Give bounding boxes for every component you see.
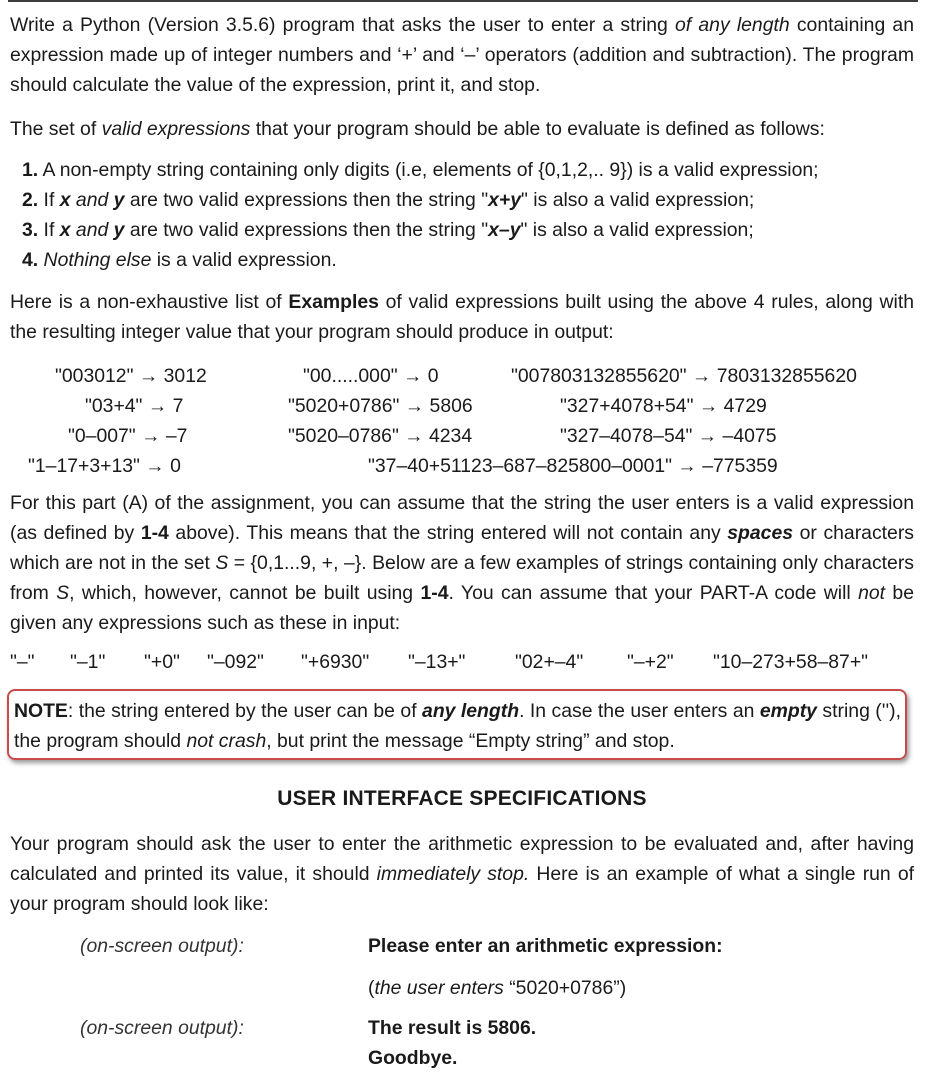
ui-spec-heading: USER INTERFACE SPECIFICATIONS bbox=[277, 787, 647, 810]
ui-description: Your program should ask the user to enter the arithmetic expression to be evaluated and, after having calculated and printed its value, it should immediately stop. Here is an example of what a single run of your program should look like: bbox=[10, 833, 914, 915]
example-item: "327+4078+54" → 4729 bbox=[560, 395, 767, 417]
note-box: NOTE: the string entered by the user can be of any length. In case the user enters an empty string (''), the program should not crash, but print the message “Empty string” and stop. bbox=[7, 689, 907, 760]
invalid-example: "10–273+58–87+" bbox=[713, 651, 869, 673]
output-label: (on-screen output): bbox=[80, 1017, 244, 1039]
output-label: (on-screen output): bbox=[80, 935, 244, 957]
example-item: "5020–0786" → 4234 bbox=[288, 425, 473, 447]
example-item: "0–007" → –7 bbox=[68, 425, 188, 447]
example-item: "327–4078–54" → –4075 bbox=[560, 425, 777, 447]
example-item: "00.....000" → 0 bbox=[303, 365, 439, 387]
example-item: "5020+0786" → 5806 bbox=[288, 395, 473, 417]
invalid-example: "–+2" bbox=[627, 651, 674, 673]
result-output: The result is 5806. bbox=[368, 1017, 537, 1039]
top-rule bbox=[8, 0, 918, 2]
invalid-example: "–092" bbox=[207, 651, 264, 673]
example-item: "1–17+3+13" → 0 bbox=[28, 455, 181, 477]
part-a-paragraph: For this part (A) of the assignment, you can assume that the string the user enters is a valid expression (as defined by 1-4 above). This means that the string entered will not contain any spaces or characters which are not in the set S = {0,1...9, +, –}. Below are a few examples of strings containing only characters from S, which, however, cannot be built using 1-4. You can assume that your PART-A code will not be given any expressions such as these in input: bbox=[10, 492, 914, 634]
invalid-example: "–" bbox=[10, 651, 35, 673]
goodbye-output: Goodbye. bbox=[368, 1047, 458, 1069]
valid-definition: The set of valid expressions that your program should be able to evaluate is defined as follows: bbox=[10, 118, 825, 140]
examples-intro: Here is a non-exhaustive list of Examples of valid expressions built using the above 4 rules, along with the resulting integer value that your program should produce in output: bbox=[10, 291, 915, 343]
example-item: "37–40+51123–687–825800–0001" → –775359 bbox=[368, 455, 778, 477]
invalid-example: "+6930" bbox=[301, 651, 370, 673]
rules-list bbox=[22, 155, 922, 275]
prompt-output: Please enter an arithmetic expression: bbox=[368, 935, 723, 957]
user-input-note: (the user enters “5020+0786”) bbox=[368, 977, 627, 999]
invalid-example: "–1" bbox=[70, 651, 106, 673]
rule-3: 3. If x and y are two valid expressions then the string "x–y" is also a valid expression; bbox=[22, 219, 754, 241]
rule-4: 4. Nothing else is a valid expression. bbox=[22, 249, 337, 271]
rule-2: 2. If x and y are two valid expressions then the string "x+y" is also a valid expression; bbox=[22, 189, 755, 211]
intro-paragraph: Write a Python (Version 3.5.6) program that asks the user to enter a string of any length containing an expression made up of integer numbers and ‘+’ and ‘–’ operators (addition and subtraction). The program should calculate the value of the expression, print it, and stop. bbox=[10, 14, 914, 96]
invalid-example: "02+–4" bbox=[515, 651, 584, 673]
example-item: "007803132855620" → 7803132855620 bbox=[511, 365, 857, 387]
example-item: "003012" → 3012 bbox=[55, 365, 207, 387]
rule-1: 1. A non-empty string containing only digits (i.e, elements of {0,1,2,.. 9}) is a valid expression; bbox=[22, 159, 819, 181]
invalid-example: "–13+" bbox=[408, 651, 466, 673]
example-item: "03+4" → 7 bbox=[85, 395, 184, 417]
invalid-example: "+0" bbox=[144, 651, 180, 673]
